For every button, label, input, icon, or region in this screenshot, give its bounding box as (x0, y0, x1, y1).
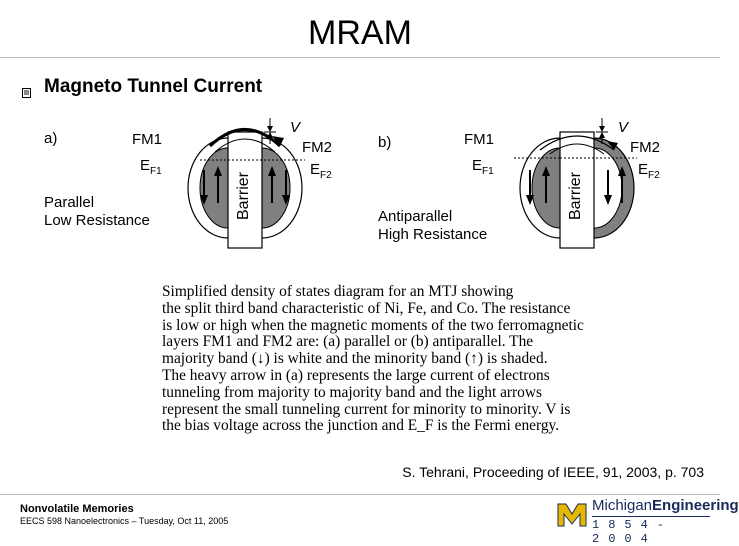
diagram-a-label: a) (44, 130, 58, 147)
diagram-a-res-line1: Parallel (44, 194, 95, 211)
michigan-block-m-logo-icon (556, 496, 588, 530)
diagram-a-res-line2: Low Resistance (44, 212, 150, 229)
bullet-heading: Magneto Tunnel Current (44, 76, 263, 97)
diagram-b-label: b) (378, 134, 392, 151)
caption-line: the bias voltage across the junction and E_F is the Fermi energy. (162, 417, 560, 435)
v-label: V (290, 119, 301, 136)
diagram-b-res-line2: High Resistance (378, 226, 488, 243)
fm2-label: FM2 (302, 139, 332, 156)
caption-line: represent the small tunneling current for minority to minority. V is (162, 400, 571, 418)
footer-divider (0, 494, 720, 495)
caption-line: the split third band characteristic of Ni, Fe, and Co. The resistance (162, 299, 571, 317)
arrow-down-icon (267, 126, 273, 132)
caption-line: tunneling from majority to majority band and the light arrows (162, 383, 542, 401)
caption-line: majority band (↓) is white and the minority band (↑) is shaded. (162, 350, 548, 368)
logo-engineering: Engineering (652, 497, 739, 514)
arrow-down-icon (599, 126, 605, 132)
title-divider (0, 57, 720, 58)
figure-caption (162, 284, 602, 435)
caption-line: layers FM1 and FM2 are: (a) parallel or (b) antiparallel. The (162, 333, 534, 351)
ef1-label: $E_{F1}$ (140, 157, 162, 177)
citation: S. Tehrani, Proceeding of IEEE, 91, 2003, p. 703 (402, 464, 704, 480)
barrier-label: Barrier (567, 171, 584, 220)
fm2-label: FM2 (630, 139, 660, 156)
logo-divider (592, 516, 710, 517)
diagram-b-dos (462, 108, 702, 248)
slide-title: MRAM (308, 14, 412, 52)
michigan-engineering-wordmark (592, 497, 739, 514)
v-label: V (618, 119, 629, 136)
caption-line: Simplified density of states diagram for an MTJ showing (162, 283, 514, 300)
caption-line: is low or high when the magnetic moments of the two ferromagnetic (162, 316, 584, 334)
diagram-a-dos (130, 108, 370, 248)
caption-line: The heavy arrow in (a) represents the large current of electrons (162, 366, 550, 384)
ef2-label: $E_{F2}$ (638, 161, 660, 181)
logo-michigan: Michigan (592, 497, 653, 514)
footer-course-sub: EECS 598 Nanoelectronics – Tuesday, Oct 11, 2005 (20, 516, 229, 526)
fm1-label: FM1 (132, 131, 162, 148)
diagram-b-res-line1: Antiparallel (378, 208, 453, 225)
footer-course-title: Nonvolatile Memories (20, 503, 134, 515)
fm1-label: FM1 (464, 131, 494, 148)
barrier-label: Barrier (235, 171, 252, 220)
bullet-square-icon (22, 88, 31, 98)
ef2-label: $E_{F2}$ (310, 161, 332, 181)
logo-years: 1854-2004 (592, 518, 674, 546)
arrow-up-icon (599, 132, 605, 138)
ef1-label: $E_{F1}$ (472, 157, 494, 177)
